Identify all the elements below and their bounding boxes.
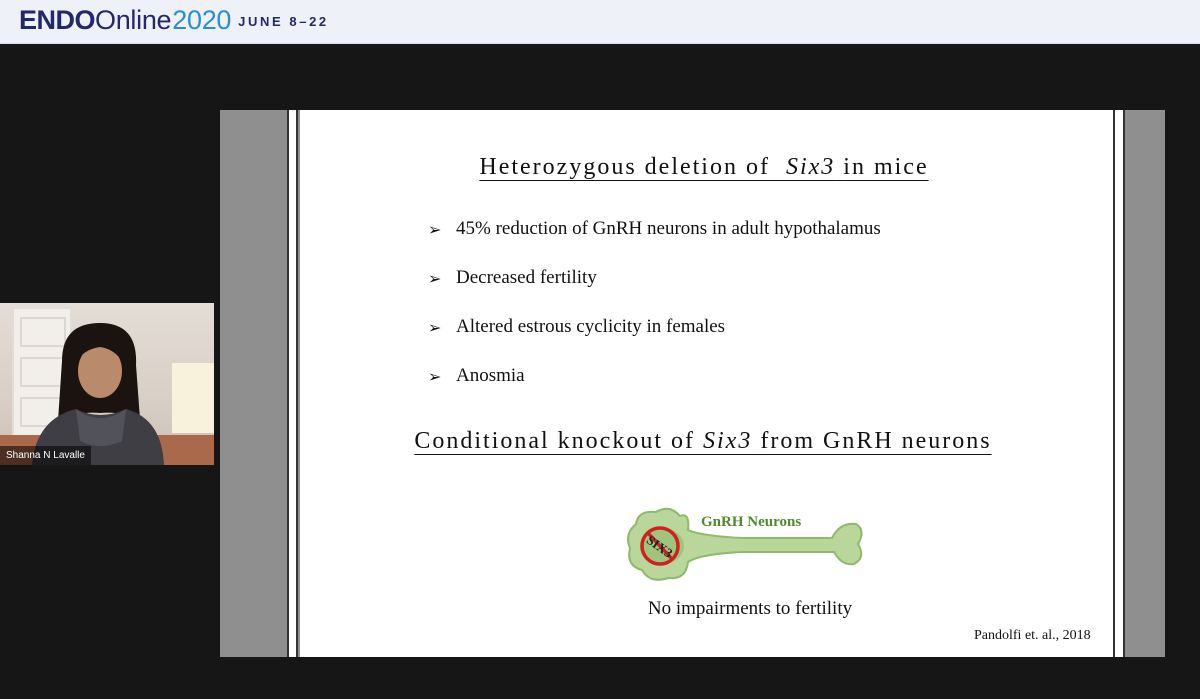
logo-online-text: Online (95, 5, 172, 35)
arrow-bullet-icon: ➢ (428, 369, 442, 386)
arrow-bullet-icon: ➢ (428, 320, 442, 337)
list-item: ➢ Anosmia (428, 365, 525, 386)
neuron-label: GnRH Neurons (701, 514, 802, 530)
logo-year-text: 2020 (172, 5, 232, 35)
citation-text: Pandolfi et. al., 2018 (974, 628, 1091, 643)
result-text: No impairments to fertility (647, 598, 853, 619)
logo-endo-text: ENDO (19, 5, 96, 35)
slide-border-left (287, 110, 298, 657)
arrow-bullet-icon: ➢ (428, 222, 442, 239)
findings-list (428, 218, 881, 414)
slide-title-conditional-knockout: Conditional knockout of Six3 from GnRH neurons (414, 428, 992, 454)
event-banner (0, 0, 1200, 44)
slide-border-right (1113, 110, 1125, 657)
list-item: ➢ Altered estrous cyclicity in females (428, 316, 726, 337)
endo-online-logo[interactable] (19, 5, 329, 39)
video-window (172, 363, 214, 433)
presentation-slide (300, 110, 1113, 657)
list-item: ➢ Decreased fertility (428, 267, 597, 288)
presenter-video[interactable] (0, 303, 214, 465)
logo-dates-text: JUNE 8–22 (238, 14, 329, 29)
presenter-figure (22, 321, 172, 465)
arrow-bullet-icon: ➢ (428, 271, 442, 288)
six3-badge-text: SIX3 (643, 532, 676, 561)
slide-title-heterozygous: Heterozygous deletion of Six3 in mice (479, 154, 929, 180)
slide-frame (220, 110, 1165, 657)
presenter-name-label: Shanna N Lavalle (0, 446, 91, 465)
list-item: ➢ 45% reduction of GnRH neurons in adult hypothalamus (428, 218, 881, 239)
